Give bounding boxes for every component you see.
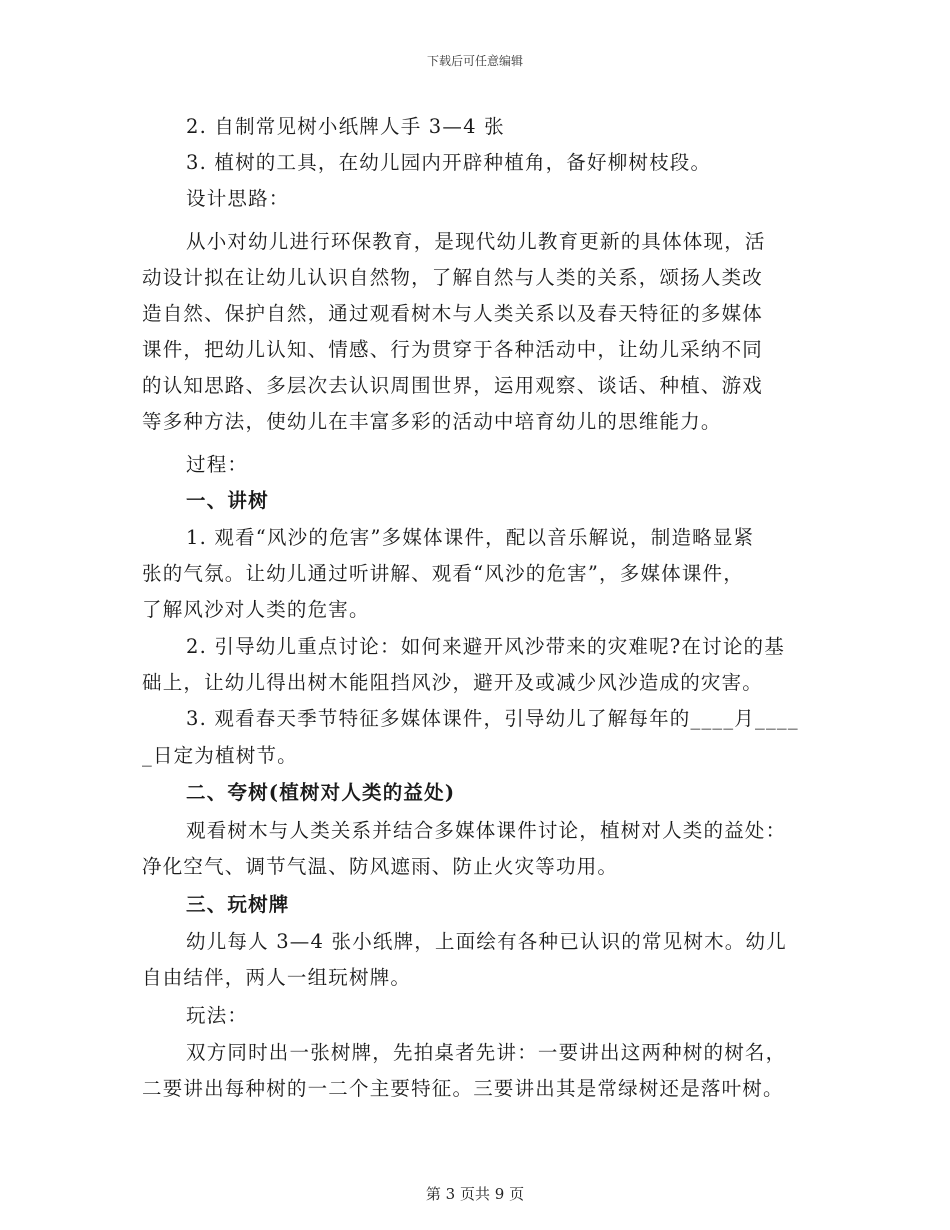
paragraph-line: 双方同时出一张树牌，先拍桌者先讲：一要讲出这两种树的树名，	[186, 1041, 787, 1064]
page-footer: 第 3 页共 9 页	[425, 1185, 525, 1203]
paragraph-line: 3. 观看春天季节特征多媒体课件，引导幼儿了解每年的____月____	[186, 707, 799, 730]
paragraph-line: 动设计拟在让幼儿认识自然物，了解自然与人类的关系，颂扬人类改	[142, 266, 764, 289]
paragraph-line: 础上，让幼儿得出树木能阻挡风沙，避开及或减少风沙造成的灾害。	[142, 671, 764, 694]
paragraph-line: 2. 引导幼儿重点讨论：如何来避开风沙带来的灾难呢?在讨论的基	[186, 635, 785, 658]
paragraph-line: 自由结伴，两人一组玩树牌。	[142, 966, 412, 989]
paragraph-line: 造自然、保护自然，通过观看树木与人类关系以及春天特征的多媒体	[142, 302, 764, 325]
paragraph-line: 从小对幼儿进行环保教育，是现代幼儿教育更新的具体体现，活	[186, 230, 766, 253]
material-item-3: 3. 植树的工具，在幼儿园内开辟种植角，备好柳树枝段。	[186, 151, 712, 174]
paragraph-line: 等多种方法，使幼儿在丰富多彩的活动中培育幼儿的思维能力。	[142, 410, 722, 433]
paragraph-line: 幼儿每人 3—4 张小纸牌，上面绘有各种已认识的常见树木。幼儿	[186, 930, 787, 953]
paragraph-line: 1. 观看“风沙的危害”多媒体课件，配以音乐解说，制造略显紧	[186, 526, 755, 549]
heading-section-1: 一、讲树	[186, 489, 269, 512]
section-label-process: 过程：	[186, 453, 249, 476]
paragraph-line: 了解风沙对人类的危害。	[142, 598, 370, 621]
material-item-2: 2. 自制常见树小纸牌人手 3—4 张	[186, 115, 505, 138]
section-label-design: 设计思路：	[186, 187, 290, 210]
paragraph-line: 的认知思路、多层次去认识周围世界，运用观察、谈话、种植、游戏	[142, 374, 764, 397]
paragraph-line: 净化空气、调节气温、防风遮雨、防止火灾等功用。	[142, 855, 619, 878]
paragraph-line: 课件，把幼儿认知、情感、行为贯穿于各种活动中，让幼儿采纳不同	[142, 338, 764, 361]
section-label-rules: 玩法：	[186, 1004, 249, 1027]
heading-section-3: 三、玩树牌	[186, 893, 290, 916]
paragraph-line: _日定为植树节。	[142, 744, 298, 767]
page-header: 下载后可任意编辑	[426, 54, 523, 68]
paragraph-line: 观看树木与人类关系并结合多媒体课件讨论，植树对人类的益处：	[186, 819, 787, 842]
heading-section-2: 二、夸树(植树对人类的益处)	[186, 781, 456, 804]
paragraph-line: 张的气氛。让幼儿通过听讲解、观看“风沙的危害”，多媒体课件，	[142, 562, 744, 585]
paragraph-line: 二要讲出每种树的一二个主要特征。三要讲出其是常绿树还是落叶树。	[142, 1077, 784, 1100]
